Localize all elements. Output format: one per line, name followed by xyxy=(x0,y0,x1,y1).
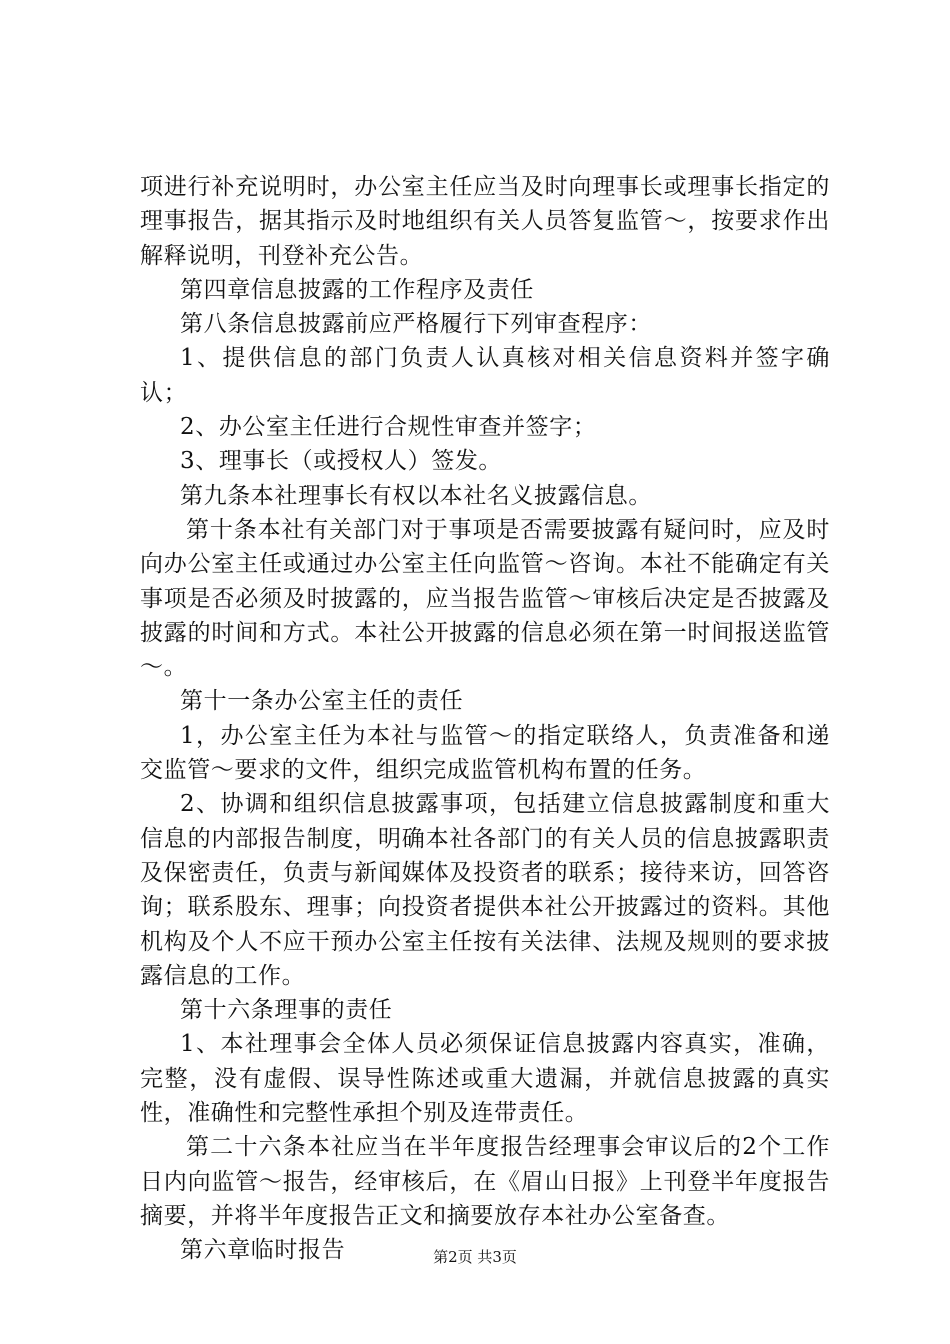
article-10: 第十条本社有关部门对于事项是否需要披露有疑问时，应及时向办公室主任或通过办公室主任向监管～咨询。本社不能确定有关事项是否必须及时披露的，应当报告监管～审核后决定是否披露及披露的时间和方式。本社公开披露的信息必须在第一时间报送监管～。 xyxy=(140,516,830,681)
article-11: 第十一条办公室主任的责任 xyxy=(180,688,464,715)
article-16-item-1: 1、本社理事会全体人员必须保证信息披露内容真实，准确，完整，没有虚假、误导性陈述或重大遗漏，并就信息披露的真实性，准确性和完整性承担个别及连带责任。 xyxy=(140,1031,830,1127)
article-16: 第十六条理事的责任 xyxy=(180,997,393,1024)
article-11-item-1: 1，办公室主任为本社与监管～的指定联络人，负责准备和递交监管～要求的文件，组织完成监管机构布置的任务。 xyxy=(140,722,830,784)
chapter-heading-6: 第六章临时报告 xyxy=(180,1237,346,1264)
document-body xyxy=(140,170,830,1268)
article-8-item-2: 2、办公室主任进行合规性审查并签字； xyxy=(180,414,597,441)
article-8: 第八条信息披露前应严格履行下列审查程序： xyxy=(180,311,652,338)
article-26: 第二十六条本社应当在半年度报告经理事会审议后的2个工作日内向监管～报告，经审核后，在《眉山日报》上刊登半年度报告摘要，并将半年度报告正文和摘要放存本社办公室备查。 xyxy=(140,1134,830,1229)
article-11-item-2: 2、协调和组织信息披露事项，包括建立信息披露制度和重大信息的内部报告制度，明确本社各部门的有关人员的信息披露职责及保密责任，负责与新闻媒体及投资者的联系；接待来访，回答咨询；联系股东、理事；向投资者提供本社公开披露过的资料。其他机构及个人不应干预办公室主任按有关法律、法规及规则的要求披露信息的工作。 xyxy=(140,791,830,989)
paragraph-continuation: 项进行补充说明时，办公室主任应当及时向理事长或理事长指定的理事报告，据其指示及时地组织有关人员答复监管～，按要求作出解释说明，刊登补充公告。 xyxy=(140,174,830,269)
article-8-item-3: 3、理事长（或授权人）签发。 xyxy=(180,448,503,475)
article-9: 第九条本社理事长有权以本社名义披露信息。 xyxy=(180,482,652,509)
chapter-heading-4: 第四章信息披露的工作程序及责任 xyxy=(180,276,534,303)
article-8-item-1: 1、提供信息的部门负责人认真核对相关信息资料并签字确认； xyxy=(140,345,830,406)
page-number-label: 第2页 共3页 xyxy=(433,1248,517,1266)
page-footer xyxy=(0,1247,950,1267)
